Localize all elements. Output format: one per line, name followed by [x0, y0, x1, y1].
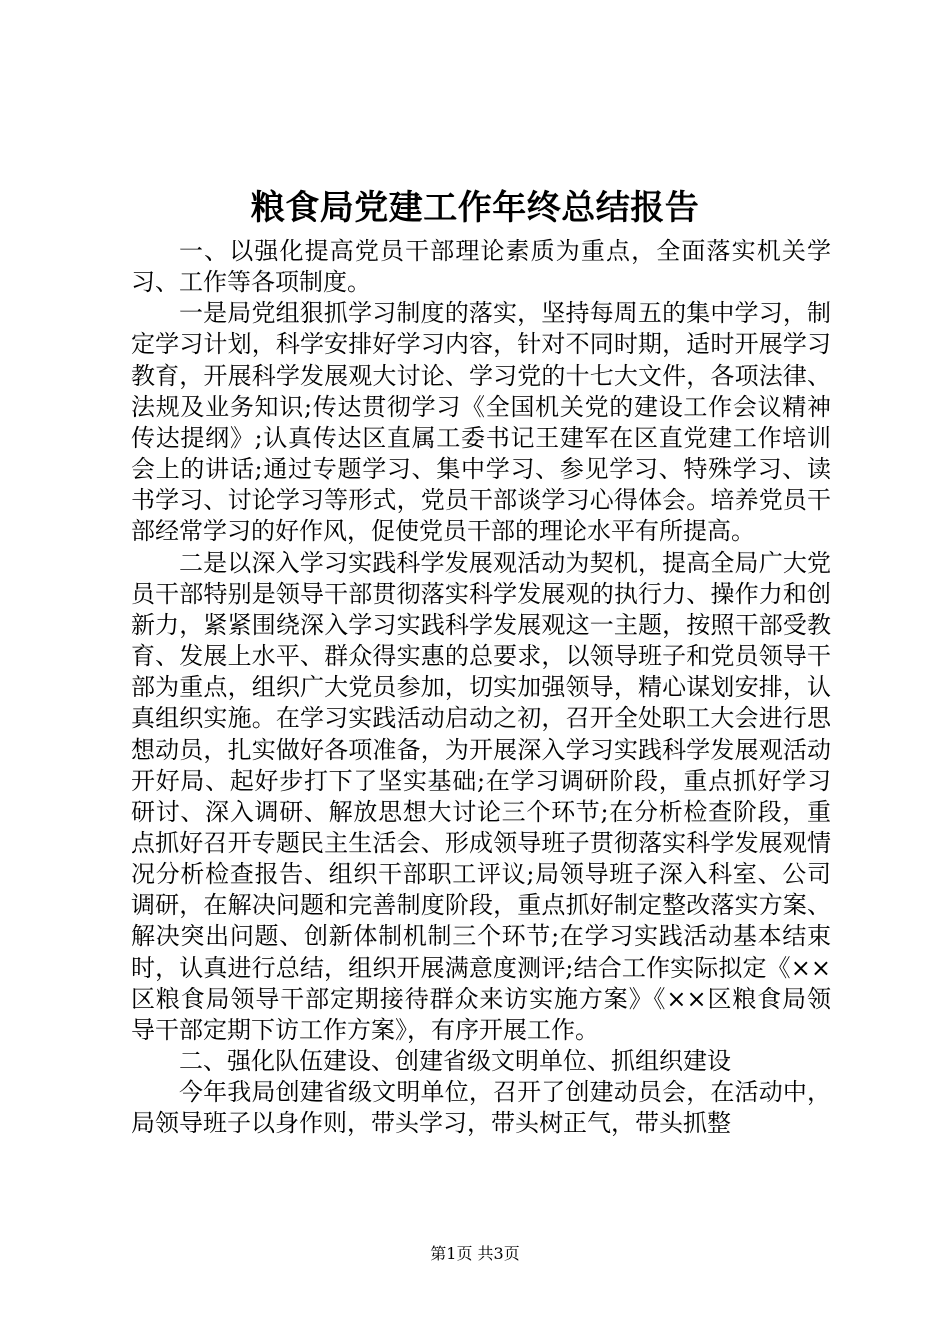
paragraph-scientific-development: 二是以深入学习实践科学发展观活动为契机，提高全局广大党员干部特别是领导干部贯彻落实科学发展观的执行力、操作力和创新力，紧紧围绕深入学习实践科学发展观这一主题，按照干部受教育、发展上水平、群众得实惠的总要求，以领导班子和党员领导干部为重点，组织广大党员参加，切实加强领导，精心谋划安排，认真组织实施。在学习实践活动启动之初，召开全处职工大会进行思想动员，扎实做好各项准备，为开展深入学习实践科学发展观活动开好局、起好步打下了坚实基础;在学习调研阶段，重点抓好学习研讨、深入调研、解放思想大讨论三个环节;在分析检查阶段，重点抓好召开专题民主生活会、形成领导班子贯彻落实科学发展观情况分析检查报告、组织干部职工评议;局领导班子深入科室、公司调研，在解决问题和完善制度阶段，重点抓好制定整改落实方案、解决突出问题、创新体制机制三个环节;在学习实践活动基本结束时，认真进行总结，组织开展满意度测评;结合工作实际拟定《××区粮食局领导干部定期接待群众来访实施方案》《××区粮食局领导干部定期下访工作方案》，有序开展工作。 — [131, 548, 831, 1044]
paragraph-study-system: 一是局党组狠抓学习制度的落实，坚持每周五的集中学习，制定学习计划，科学安排好学习内容，针对不同时期，适时开展学习教育，开展科学发展观大讨论、学习党的十七大文件，各项法律、法规及业务知识;传达贯彻学习《全国机关党的建设工作会议精神传达提纲》;认真传达区直属工委书记王建军在区直党建工作培训会上的讲话;通过专题学习、集中学习、参见学习、特殊学习、读书学习、讨论学习等形式，党员干部谈学习心得体会。培养党员干部经常学习的好作风，促使党员干部的理论水平有所提高。 — [131, 299, 831, 546]
document-title: 粮食局党建工作年终总结报告 — [250, 188, 700, 228]
paragraph-civilized-unit: 今年我局创建省级文明单位，召开了创建动员会，在活动中，局领导班子以身作则，带头学习，带头树正气，带头抓整 — [131, 1078, 831, 1138]
page-number-footer: 第1页 共3页 — [430, 1244, 520, 1263]
paragraph-section-one-heading: 一、以强化提高党员干部理论素质为重点，全面落实机关学习、工作等各项制度。 — [131, 237, 831, 297]
document-body — [131, 236, 831, 1140]
paragraph-section-two-heading: 二、强化队伍建设、创建省级文明单位、抓组织建设 — [179, 1047, 731, 1076]
